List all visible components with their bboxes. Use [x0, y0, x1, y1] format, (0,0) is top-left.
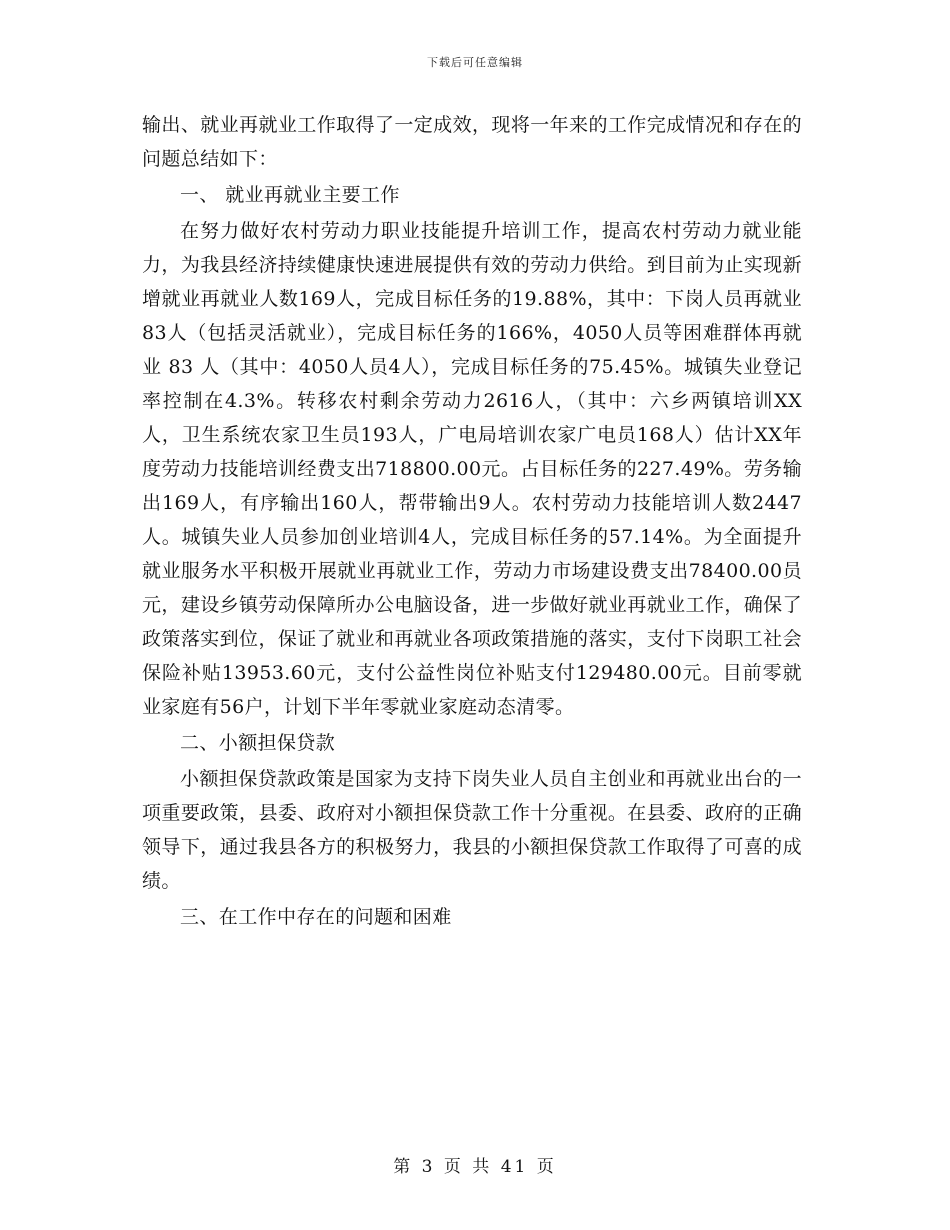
section-heading-1: 一、 就业再就业主要工作 [180, 184, 400, 206]
page-header: 下载后可任意编辑 [427, 56, 523, 69]
paragraph-continuation: 输出、就业再就业工作取得了一定成效，现将一年来的工作完成情况和存在的问题总结如下： [142, 114, 802, 170]
paragraph-small-loan: 小额担保贷款政策是国家为支持下岗失业人员自主创业和再就业出台的一项重要政策，县委、政府对小额担保贷款工作十分重视。在县委、政府的正确领导下，通过我县各方的积极努力，我县的小额担保贷款工作取得了可喜的成绩。 [142, 768, 802, 892]
section-heading-3: 三、在工作中存在的问题和困难 [180, 906, 452, 928]
paragraph-employment-work: 在努力做好农村劳动力职业技能提升培训工作，提高农村劳动力就业能力，为我县经济持续健康快速进展提供有效的劳动力供给。到目前为止实现新增就业再就业人数169人，完成目标任务的19.88%，其中：下岗人员再就业83人（包括灵活就业），完成目标任务的166%，4050人员等困难群体再就业 83 人（其中：4050人员4人），完成目标任务的75.45%。城镇失业登记率控制在4.3%。转移农村剩余劳动力2616人，（其中：六乡两镇培训XX人，卫生系统农家卫生员193人，广电局培训农家广电员168人）估计XX年度劳动力技能培训经费支出718800.00元。占目标任务的227.49%。劳务输出169人，有序输出160人，帮带输出9人。农村劳动力技能培训人数2447人。城镇失业人员参加创业培训4人，完成目标任务的57.14%。为全面提升就业服务水平积极开展就业再就业工作，劳动力市场建设费支出78400.00员元，建设乡镇劳动保障所办公电脑设备，进一步做好就业再就业工作，确保了政策落实到位，保证了就业和再就业各项政策措施的落实，支付下岗职工社会保险补贴13953.60元，支付公益性岗位补贴支付129480.00元。目前零就业家庭有56户，计划下半年零就业家庭动态清零。 [142, 220, 802, 718]
page-number-footer: 第 3 页 共 41 页 [393, 1157, 557, 1177]
document-body [142, 108, 802, 936]
section-heading-2: 二、小额担保贷款 [180, 732, 336, 754]
